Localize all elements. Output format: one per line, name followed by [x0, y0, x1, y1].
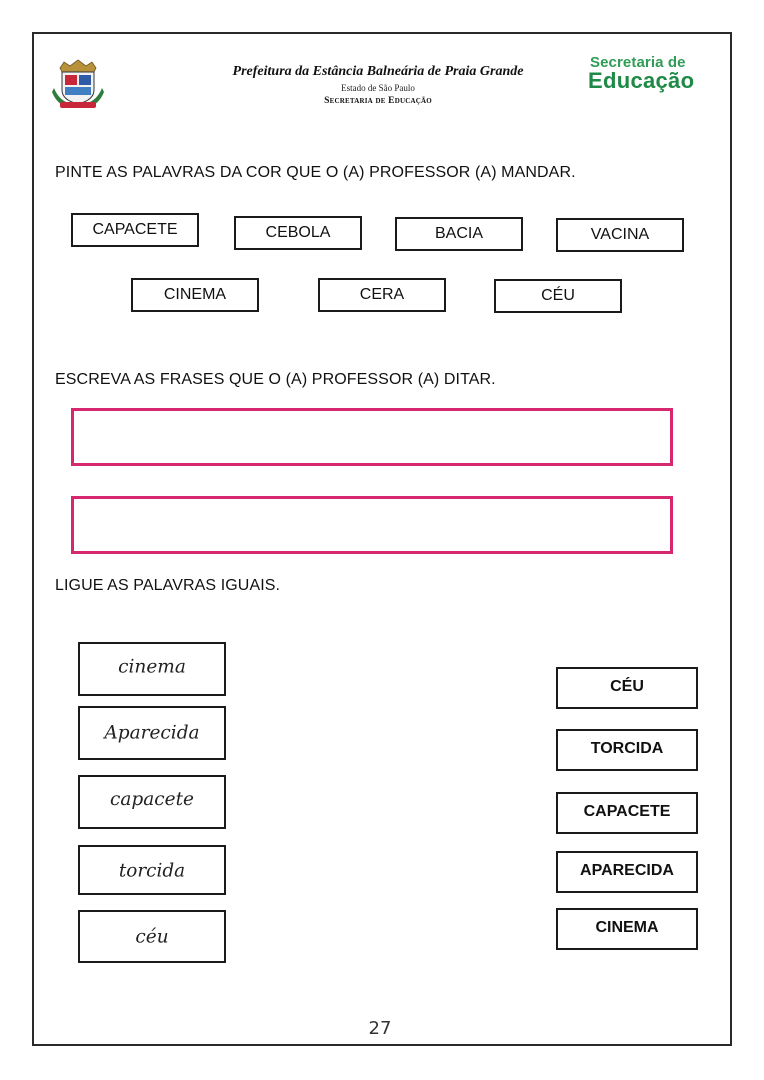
cursive-word-3: capacete — [110, 788, 194, 810]
cursive-word-box-3[interactable] — [78, 775, 226, 829]
print-word-box-cinema[interactable]: CINEMA — [556, 908, 698, 950]
cursive-word-box-2[interactable] — [78, 706, 226, 760]
print-word-box-torcida[interactable]: TORCIDA — [556, 729, 698, 771]
word-box-bacia[interactable]: BACIA — [395, 217, 523, 251]
cursive-word-box-4[interactable] — [78, 845, 226, 895]
cursive-word-2: Aparecida — [104, 722, 200, 744]
header-state: Estado de São Paulo — [341, 83, 415, 93]
print-word-box-ceu[interactable]: CÉU — [556, 667, 698, 709]
header-secretaria: Secretaria de Educação — [324, 96, 432, 106]
print-word-box-aparecida[interactable]: APARECIDA — [556, 851, 698, 893]
word-box-cinema[interactable]: CINEMA — [131, 278, 259, 312]
instruction-write-sentences: ESCREVA AS FRASES QUE O (A) PROFESSOR (A) DITAR. — [55, 371, 496, 388]
word-box-ceu[interactable]: CÉU — [494, 279, 622, 313]
instruction-paint-words: PINTE AS PALAVRAS DA COR QUE O (A) PROFESSOR (A) MANDAR. — [55, 164, 576, 181]
word-box-vacina[interactable]: VACINA — [556, 218, 684, 252]
word-box-cebola[interactable]: CEBOLA — [234, 216, 362, 250]
cursive-word-1: cinema — [118, 656, 186, 678]
page-number: 27 — [368, 1018, 392, 1039]
write-box-1[interactable] — [71, 408, 673, 466]
logo-secretaria-line2: Educação — [588, 68, 695, 93]
municipal-crest-icon — [50, 58, 106, 110]
word-box-capacete[interactable]: CAPACETE — [71, 213, 199, 247]
logo-secretaria-line1: Secretaria de — [590, 54, 686, 71]
instruction-match-words: LIGUE AS PALAVRAS IGUAIS. — [55, 577, 281, 594]
cursive-word-box-1[interactable] — [78, 642, 226, 696]
print-word-box-capacete[interactable]: CAPACETE — [556, 792, 698, 834]
cursive-word-box-5[interactable] — [78, 910, 226, 963]
cursive-word-4: torcida — [118, 860, 186, 882]
word-box-cera[interactable]: CERA — [318, 278, 446, 312]
write-box-2[interactable] — [71, 496, 673, 554]
cursive-word-5: céu — [135, 926, 169, 948]
header-title: Prefeitura da Estância Balneária de Praia Grande — [232, 64, 524, 79]
